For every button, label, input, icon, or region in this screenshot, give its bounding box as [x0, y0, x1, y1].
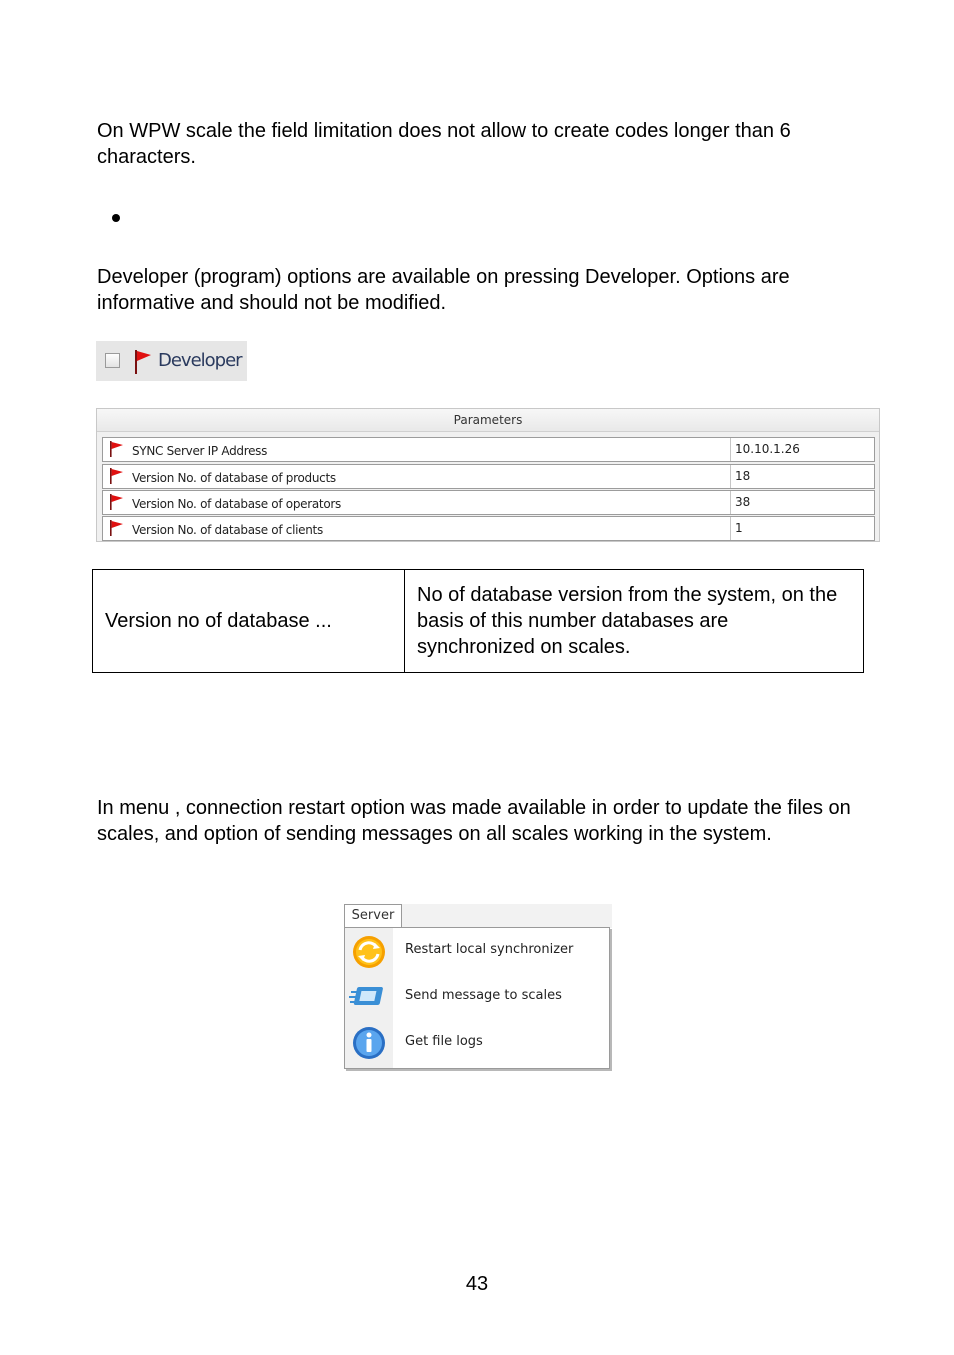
checkbox-box[interactable]	[105, 353, 120, 368]
flag-icon	[110, 468, 124, 484]
developer-label: Developer	[158, 350, 242, 371]
info-table	[92, 569, 864, 673]
server-dropdown	[344, 927, 610, 1069]
parameter-value-field[interactable]: 1	[730, 517, 874, 540]
parameter-name: Version No. of database of clients	[132, 523, 323, 537]
table-row	[93, 570, 864, 673]
flag-icon	[110, 520, 124, 536]
tab-server[interactable]: Server	[344, 904, 402, 928]
menu-item-label: Get file logs	[405, 1034, 483, 1049]
table-cell-term: Version no of database ...	[93, 570, 405, 673]
intro-paragraph: On WPW scale the field limitation does not allow to create codes longer than 6 characters.	[97, 120, 791, 168]
parameter-row[interactable]	[102, 490, 875, 515]
info-icon	[349, 1025, 389, 1061]
developer-description: Developer (program) options are available on pressing Developer. Options are informative and should not be modified.	[97, 266, 790, 314]
parameters-panel	[96, 408, 880, 542]
bullet-point	[112, 214, 120, 222]
table-cell-description: No of database version from the system, on the basis of this number databases are synchronized on scales.	[405, 570, 864, 673]
developer-checkbox[interactable]	[96, 341, 247, 381]
parameter-name: SYNC Server IP Address	[132, 444, 268, 458]
restart-sync-icon	[349, 933, 389, 969]
flag-icon	[110, 494, 124, 510]
parameters-header: Parameters	[97, 409, 879, 432]
parameter-row[interactable]	[102, 437, 875, 462]
message-icon	[349, 979, 389, 1015]
parameter-name: Version No. of database of products	[132, 471, 336, 485]
menu-item-restart-synchronizer[interactable]	[345, 929, 609, 973]
menu-item-label: Send message to scales	[405, 988, 562, 1003]
menu-item-label: Restart local synchronizer	[405, 942, 574, 957]
parameter-row[interactable]	[102, 464, 875, 489]
page-number: 43	[465, 1273, 489, 1295]
server-menu	[344, 904, 612, 1069]
parameter-row[interactable]	[102, 516, 875, 541]
parameter-name: Version No. of database of operators	[132, 497, 341, 511]
parameter-value-field[interactable]: 38	[730, 491, 874, 514]
parameter-value-field[interactable]: 18	[730, 465, 874, 488]
server-menu-description: In menu , connection restart option was made available in order to update the files on scales, and option of sending messages on all scales working in the system.	[97, 797, 851, 845]
menu-item-send-message[interactable]	[345, 975, 609, 1019]
flag-icon	[110, 441, 124, 457]
flag-icon	[134, 349, 154, 375]
parameter-value-field[interactable]: 10.10.1.26	[730, 438, 874, 461]
menu-item-get-file-logs[interactable]	[345, 1021, 609, 1065]
